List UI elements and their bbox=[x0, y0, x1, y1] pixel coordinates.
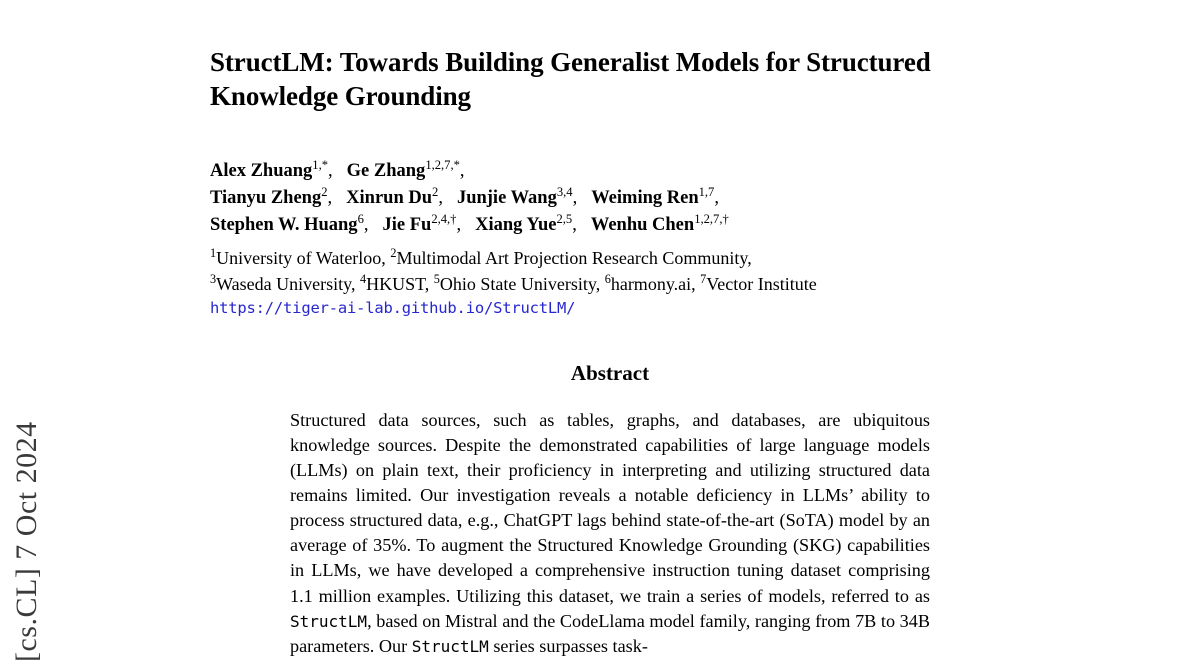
author-name: Tianyu Zheng$^2$, bbox=[210, 184, 333, 208]
paper-column bbox=[210, 0, 1010, 656]
abstract-paragraph: Structured data sources, such as tables, graphs, and databases, are ubiquitous knowledge sources. Despite the demonstrated capabilities of large language models (LLMs) on plain text, their proficiency in interpreting and utilizing structured data remains limited. Our investigation reveals a notable deficiency in LLMs’ ability to process structured data, e.g., ChatGPT lags behind state-of-the-art (SoTA) model by an average of 35%. To augment the Structured Knowledge Grounding (SKG) capabilities in LLMs, we have developed a comprehensive instruction tuning dataset comprising 1.1 million examples. Utilizing this dataset, we train a series of models, referred to as StructLM, based on Mistral and the CodeLlama model family, ranging from 7B to 34B parameters. Our StructLM series surpasses task- bbox=[290, 409, 930, 656]
model-name: StructLM bbox=[290, 611, 368, 631]
author-affiliation-marker: 1,* bbox=[312, 157, 329, 172]
affiliation-marker: 5 bbox=[433, 271, 440, 286]
author-affiliation-marker: 1,2,7,† bbox=[694, 212, 729, 227]
author-affiliation-marker: 1,2,7,* bbox=[425, 157, 460, 172]
affiliation-marker: 2 bbox=[390, 245, 397, 260]
author-affiliation-marker: 2 bbox=[432, 184, 439, 199]
model-name: StructLM bbox=[411, 636, 489, 656]
author-name: Junjie Wang$^{3,4}$, bbox=[456, 184, 578, 208]
affiliation-line: $^1$University of Waterloo, $^2$Multimodal Art Projection Research Community, bbox=[210, 245, 752, 268]
abstract-body bbox=[290, 408, 930, 659]
author-affiliation-marker: 2,4,† bbox=[431, 212, 457, 227]
project-url[interactable] bbox=[210, 299, 1010, 317]
author-affiliation-marker: 1,7 bbox=[698, 184, 715, 199]
author-name: Jie $Fu^{2,4,\dagger}$, bbox=[382, 212, 462, 236]
abstract-heading: Abstract bbox=[570, 360, 650, 385]
author-name: Alex Zhuang$^{1,*}$, bbox=[210, 157, 333, 181]
affiliation-line: $^3$Waseda University, $^4$HKUST, $^5$Ohio State University, $^6$harmony.ai, $^7$Vector Institute bbox=[210, 271, 817, 294]
author-name: Stephen W. Huang$^6$, bbox=[210, 212, 369, 236]
author-affiliation-marker: 3,4 bbox=[556, 184, 573, 199]
author-name: Ge Zhang$^{1,2,7,*}$, bbox=[346, 157, 465, 181]
affiliation-marker: 3 bbox=[210, 271, 217, 286]
affiliation-marker: 6 bbox=[604, 271, 611, 286]
affiliation-marker: 1 bbox=[210, 245, 217, 260]
author-line bbox=[210, 158, 1010, 185]
author-name: Wenhu Chen$^{1,2,7,\dagger}$ bbox=[590, 212, 729, 236]
page-title: StructLM: Towards Building Generalist Models for Structured Knowledge Grounding bbox=[210, 47, 931, 111]
author-name: Xiang Yue$^{2,5}$, bbox=[475, 212, 577, 236]
author-line bbox=[210, 185, 1010, 212]
affiliation-marker: 4 bbox=[359, 271, 367, 286]
author-line bbox=[210, 212, 1010, 239]
author-affiliation-marker: 2,5 bbox=[556, 212, 573, 227]
author-name: Xinrun Du$^2$, bbox=[346, 184, 443, 208]
author-affiliation-marker: 6 bbox=[357, 212, 364, 227]
arxiv-stamp: [cs.CL] 7 Oct 2024 bbox=[10, 421, 43, 662]
author-affiliation-marker: 2 bbox=[321, 184, 328, 199]
affiliation-list bbox=[210, 245, 1010, 297]
author-name: Weiming Ren$^{1,7}$, bbox=[591, 184, 719, 208]
affiliation-marker: 7 bbox=[700, 271, 707, 286]
author-list bbox=[210, 158, 1010, 240]
project-url-link[interactable]: https://tiger-ai-lab.github.io/StructLM/ bbox=[210, 298, 576, 317]
